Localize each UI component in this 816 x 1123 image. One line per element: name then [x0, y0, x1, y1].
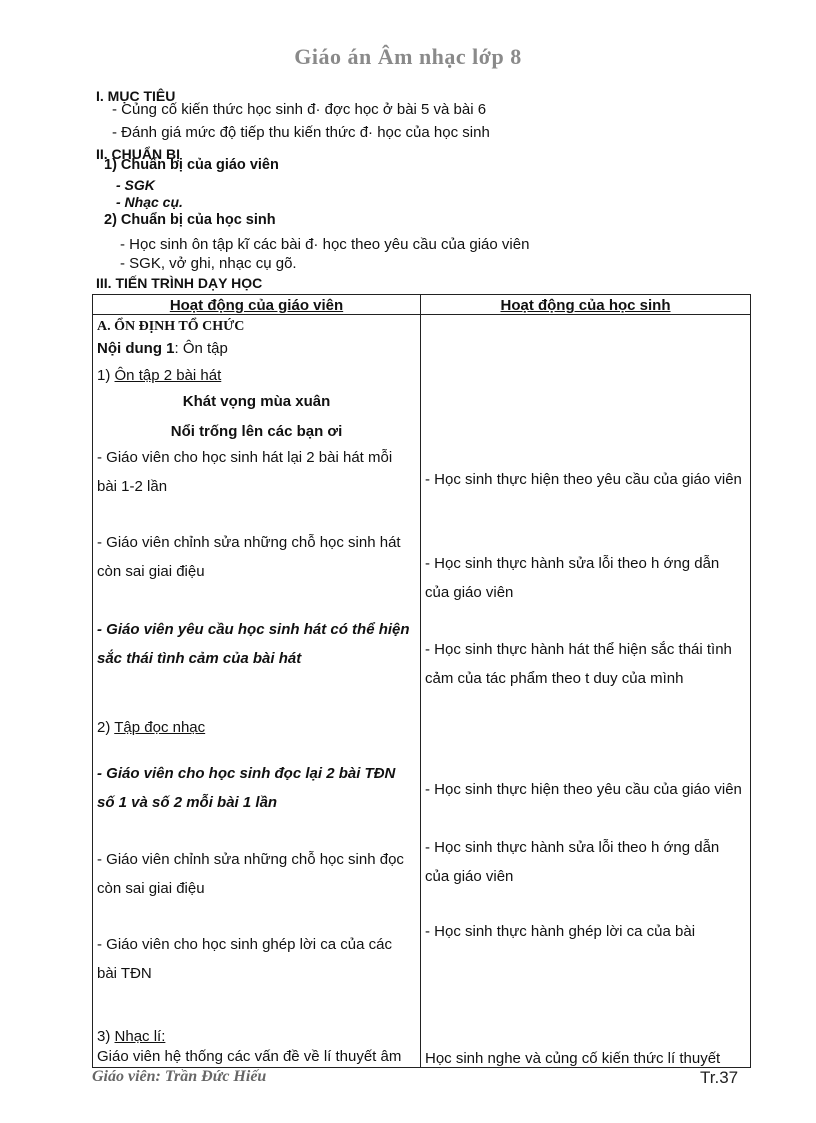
- section-process-heading: III. TIẾN TRÌNH DẠY HỌC: [96, 275, 263, 291]
- student-column-header: Hoạt động của học sinh: [421, 295, 751, 315]
- content-1-line: Nội dung 1: Ôn tập: [97, 340, 228, 357]
- student-activity-4: - Học sinh thực hiện theo yêu cầu của giáo viên: [425, 781, 742, 798]
- teacher-preparation-title: 1) Chuẩn bị của giáo viên: [104, 157, 279, 173]
- student-activity-7: Học sinh nghe và củng cố kiến thức lí thuyết: [425, 1050, 721, 1067]
- footer-teacher-name: Giáo viên: Trần Đức Hiếu: [92, 1068, 267, 1085]
- student-preparation-title: 2) Chuẩn bị của học sinh: [104, 212, 276, 228]
- student-prep-item-2: - SGK, vở ghi, nhạc cụ gõ.: [120, 255, 297, 272]
- student-activity-5: - Học sinh thực hành sửa lỗi theo h ớng dẫn của giáo viên: [425, 839, 720, 885]
- student-activity-3: - Học sinh thực hành hát thể hiện sắc thái tình cảm của tác phẩm theo t duy của mình: [425, 641, 732, 687]
- student-activity-2: - Học sinh thực hành sửa lỗi theo h ớng dẫn của giáo viên: [425, 555, 720, 601]
- objective-item-2: - Đánh giá mức độ tiếp thu kiến thức đ· học của học sinh: [112, 124, 490, 141]
- objective-item-1: - Củng cố kiến thức học sinh đ· đợc học ở bài 5 và bài 6: [112, 101, 487, 118]
- student-activities-cell: [421, 315, 751, 1068]
- review-songs-heading: 1) Ôn tập 2 bài hát: [97, 367, 222, 384]
- teacher-activity-6: - Giáo viên cho học sinh ghép lời ca của các bài TĐN: [97, 936, 392, 982]
- music-theory-heading: 3) Nhạc lí:: [97, 1028, 166, 1045]
- teacher-activity-7: Giáo viên hệ thống các vấn đề về lí thuyết âm: [97, 1048, 402, 1065]
- student-activity-6: - Học sinh thực hành ghép lời ca của bài: [425, 923, 696, 940]
- teacher-activities-cell: [93, 315, 421, 1068]
- teacher-activity-2: - Giáo viên chỉnh sửa những chỗ học sinh hát còn sai giai điệu: [97, 534, 401, 580]
- section-objectives-heading: I. MỤC TIÊU: [96, 88, 176, 104]
- teacher-prep-item-1: - SGK: [116, 177, 155, 193]
- lesson-activity-table: [92, 294, 751, 1068]
- teacher-column-header: Hoạt động của giáo viên: [93, 295, 421, 315]
- student-prep-item-1: - Học sinh ôn tập kĩ các bài đ· học theo yêu cầu của giáo viên: [120, 236, 530, 253]
- teacher-activity-4: - Giáo viên cho học sinh đọc lại 2 bài TĐN số 1 và số 2 mỗi bài 1 lần: [97, 765, 396, 811]
- stabilize-class-title: A. ỔN ĐỊNH TỔ CHỨC: [97, 319, 245, 334]
- song-title-1: Khát vọng mùa xuân: [182, 393, 331, 410]
- page-header-title: Giáo án Âm nhạc lớp 8: [294, 44, 522, 69]
- footer-page-number: Tr.37: [700, 1068, 739, 1087]
- sight-reading-heading: 2) Tập đọc nhạc: [97, 719, 206, 736]
- teacher-activity-1: - Giáo viên cho học sinh hát lại 2 bài hát mỗi bài 1-2 lần: [97, 449, 393, 495]
- song-title-2: Nổi trống lên các bạn ơi: [170, 423, 343, 440]
- section-preparation-heading: II. CHUẨN BỊ: [96, 146, 180, 162]
- teacher-activity-5: - Giáo viên chỉnh sửa những chỗ học sinh đọc còn sai giai điệu: [97, 851, 404, 897]
- student-activity-1: - Học sinh thực hiện theo yêu cầu của giáo viên: [425, 471, 742, 488]
- teacher-activity-3: - Giáo viên yêu cầu học sinh hát có thể hiện sắc thái tình cảm của bài hát: [97, 621, 410, 667]
- teacher-prep-item-2: - Nhạc cụ.: [116, 194, 183, 210]
